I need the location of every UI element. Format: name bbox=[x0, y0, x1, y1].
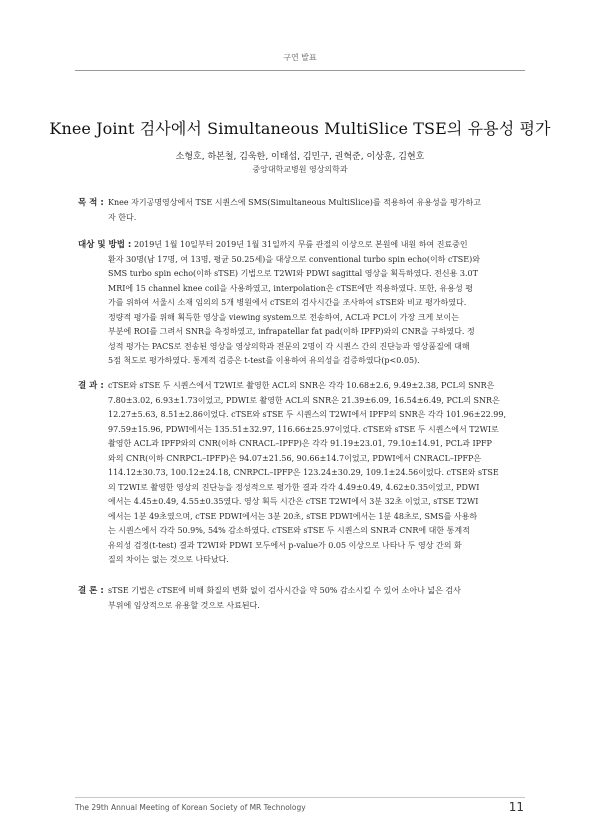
header-rule bbox=[75, 70, 525, 71]
section-label-methods: 대상 및 방법 : bbox=[78, 240, 132, 250]
methods-line: 정량적 평가를 위해 획득한 영상을 viewing system으로 전송하여, ACL과 PCL이 가장 크게 보이는 bbox=[108, 312, 459, 322]
methods-line: SMS turbo spin echo(이하 sTSE) 기법으로 T2WI와 PDWI sagittal 영상을 획득하였다. 전신용 3.0T bbox=[108, 269, 478, 278]
results-line: 에서는 4.45±0.49, 4.55±0.35였다. 영상 획득 시간은 cTSE T2WI에서 3분 32초 이었고, sTSE T2WI bbox=[108, 497, 479, 506]
purpose-line: 자 한다. bbox=[108, 212, 137, 222]
results-line: 12.27±5.63, 8.51±2.86이었다. cTSE와 sTSE 두 시퀀스의 T2WI에서 IPFP의 SNR은 각각 101.96±22.99, bbox=[108, 410, 507, 419]
footer-text: The 29th Annual Meeting of Korean Society of MR Technology bbox=[75, 803, 306, 812]
section-label-results: 결 과 : bbox=[78, 381, 104, 391]
methods-line: 환자 30명(남 17명, 여 13명, 평균 50.25세)을 대상으로 conventional turbo spin echo(이하 cTSE)와 bbox=[108, 254, 480, 264]
results-line: 유의성 검정(t-test) 결과 T2WI와 PDWI 모두에서 p-value가 0.05 이상으로 나타나 두 영상 간의 화 bbox=[108, 540, 462, 550]
conclusion-line: sTSE 기법은 cTSE에 비해 화질의 변화 없이 검사시간을 약 50% 감소시킬 수 있어 소아나 넓은 검사 bbox=[108, 586, 461, 595]
methods-line: 가를 위하여 서울시 소재 임의의 5개 병원에서 cTSE의 검사시간을 조사하여 sTSE와 비교 평가하였다. bbox=[108, 298, 467, 307]
results-line: 7.80±3.02, 6.93±1.73이었고, PDWI로 촬영한 ACL의 SNR은 21.39±6.09, 16.54±6.49, PCL의 SNR은 bbox=[108, 395, 500, 405]
results-line: 의 T2WI로 촬영한 영상의 진단능을 정성적으로 평가한 결과 각각 4.49±0.49, 4.62±0.35이었고, PDWI bbox=[108, 482, 480, 492]
section-body-conclusion bbox=[108, 584, 534, 613]
affiliation: 중앙대학교병원 영상의학과 bbox=[252, 165, 348, 174]
results-line: 와의 CNR(이하 CNRPCL–IPFP)은 94.07±21.56, 90.66±14.7이었고, PDWI에서 CNRACL–IPFP은 bbox=[108, 453, 482, 463]
results-line: 114.12±30.73, 100.12±24.18, CNRPCL–IPFP은 123.24±30.29, 109.1±24.56이었다. cTSE와 sTSE bbox=[108, 468, 499, 477]
section-purpose bbox=[78, 196, 534, 225]
methods-line: 2019년 1월 10일부터 2019년 1월 31일까지 무릎 관절의 이상으로 본원에 내원 하여 진료중인 bbox=[134, 240, 468, 249]
section-body-results bbox=[108, 379, 534, 568]
section-methods bbox=[78, 238, 534, 253]
footer-rule bbox=[75, 797, 525, 798]
section-label-conclusion: 결 론 : bbox=[78, 586, 104, 596]
section-body-methods bbox=[134, 238, 534, 253]
section-body-purpose bbox=[108, 196, 534, 225]
conclusion-line: 부위에 임상적으로 유용할 것으로 사료된다. bbox=[108, 600, 260, 610]
section-body-methods-continued bbox=[108, 253, 534, 369]
methods-line: 5점 척도로 평가하였다. 통계적 검증은 t-test를 이용하여 유의성을 검증하였다(p<0.05). bbox=[108, 356, 420, 365]
paper-title: Knee Joint 검사에서 Simultaneous MultiSlice TSE의 유용성 평가 bbox=[49, 119, 551, 138]
section-results bbox=[78, 379, 534, 568]
header-label: 구연 발표 bbox=[283, 53, 317, 62]
results-line: cTSE와 sTSE 두 시퀀스에서 T2WI로 촬영한 ACL의 SNR은 각각 10.68±2.6, 9.49±2.38, PCL의 SNR은 bbox=[108, 381, 495, 390]
methods-line: 부분에 ROI를 그려서 SNR을 측정하였고, infrapatellar fat pad(이하 IPFP)와의 CNR을 구하였다. 정 bbox=[108, 327, 475, 336]
results-line: 는 시퀀스에서 각각 50.9%, 54% 감소하였다. cTSE와 sTSE 두 시퀀스의 SNR과 CNR에 대한 통계적 bbox=[108, 526, 470, 535]
results-line: 촬영한 ACL과 IPFP와의 CNR(이하 CNRACL–IPFP)은 각각 91.19±23.01, 79.10±14.91, PCL과 IPFP bbox=[108, 439, 492, 448]
purpose-line: Knee 자기공명영상에서 TSE 시퀀스에 SMS(Simultaneous MultiSlice)를 적용하여 유용성을 평가하고 bbox=[108, 198, 481, 207]
methods-line: MRI에 15 channel knee coil을 사용하였고, interpolation은 cTSE에만 적용하였다. 또한, 유용성 평 bbox=[108, 283, 473, 293]
section-methods-continued bbox=[78, 253, 534, 369]
section-label-purpose: 목 적 : bbox=[78, 198, 104, 208]
results-line: 질의 차이는 없는 것으로 나타났다. bbox=[108, 555, 229, 564]
author-list: 소형호, 하본철, 김욱한, 이태섭, 김민구, 권혁준, 이상훈, 김현호 bbox=[175, 152, 425, 162]
methods-line: 성적 평가는 PACS로 전송된 영상을 영상의학과 전문의 2명이 각 시퀀스 간의 진단능과 영상품질에 대해 bbox=[108, 341, 470, 351]
results-line: 에서는 1분 49초였으며, cTSE PDWI에서는 3분 20초, sTSE PDWI에서는 1분 48초로, SMS를 사용하 bbox=[108, 511, 478, 521]
section-conclusion bbox=[78, 584, 534, 613]
page-number: 11 bbox=[508, 800, 524, 814]
results-line: 97.59±15.96, PDWI에서는 135.51±32.97, 116.66±25.97이었다. cTSE와 sTSE 두 시퀀스에서 T2WI로 bbox=[108, 424, 499, 434]
